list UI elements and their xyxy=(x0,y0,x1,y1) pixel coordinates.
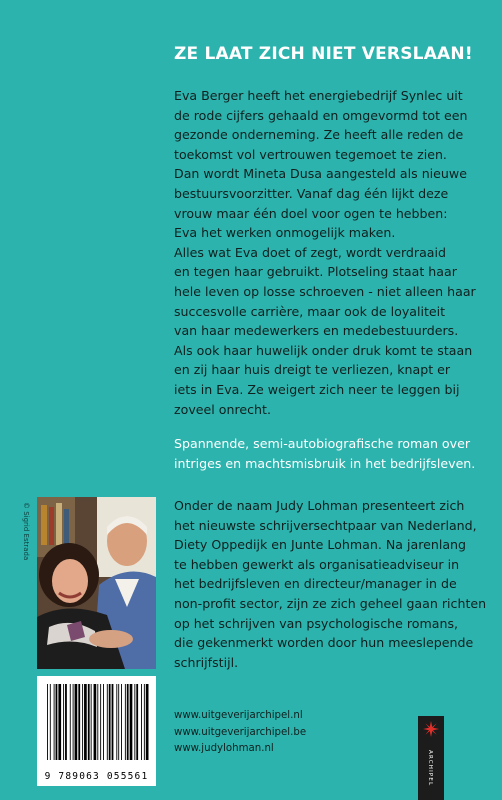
author-bio xyxy=(174,496,492,672)
barcode-bars xyxy=(37,676,156,768)
blurb-line: succesvolle carrière, maar ook de loyaliteit xyxy=(174,303,446,319)
blurb-line: Eva Berger heeft het energiebedrijf Synlec uit xyxy=(174,88,463,103)
blurb-line: Als ook haar huwelijk onder druk komt te staan xyxy=(174,342,473,358)
author-bio-line: non-profit sector, zijn ze zich geheel gaan richten xyxy=(174,595,487,611)
blurb-line: vrouw maar één doel voor ogen te hebben: xyxy=(174,205,448,221)
author-bio-line: Onder de naam Judy Lohman presenteert zich xyxy=(174,498,465,513)
publisher-name: ARCHIPEL xyxy=(427,750,433,787)
photo-credit: © Sigrid Estrada xyxy=(22,502,30,561)
blurb-line: zoveel onrecht. xyxy=(174,401,271,417)
blurb-line: hele leven op losse schroeven - niet alleen haar xyxy=(174,283,476,299)
author-photo xyxy=(37,497,156,669)
isbn-barcode xyxy=(37,676,156,786)
blurb-line: Dan wordt Mineta Dusa aangesteld als nieuwe xyxy=(174,166,467,182)
back-cover-headline: ZE LAAT ZICH NIET VERSLAAN! xyxy=(174,44,473,64)
author-bio-line: die gekenmerkt worden door hun meeslepende xyxy=(174,635,474,651)
blurb-line: van haar medewerkers en medebestuurders. xyxy=(174,323,459,339)
tagline-line: Spannende, semi-autobiografische roman over xyxy=(174,436,471,451)
blurb-line: en tegen haar gebruikt. Plotseling staat haar xyxy=(174,264,457,280)
blurb-line: Alles wat Eva doet of zegt, wordt verdraaid xyxy=(174,244,446,260)
isbn-number: 9 789063 055561 xyxy=(44,771,149,782)
blurb-line: iets in Eva. Ze weigert zich neer te leggen bij xyxy=(174,381,460,397)
genre-tagline xyxy=(174,434,492,473)
blurb-line: gezonde onderneming. Ze heeft alle reden de xyxy=(174,127,464,143)
star-icon xyxy=(423,721,439,737)
author-bio-line: Diety Oppedijk en Junte Lohman. Na jarenlang xyxy=(174,537,467,553)
blurb-line: Eva het werken onmogelijk maken. xyxy=(174,225,396,241)
website-link: www.uitgeverijarchipel.nl xyxy=(174,710,303,721)
blurb-line: de rode cijfers gehaald en omgevormd tot een xyxy=(174,107,468,123)
blurb-line: en zij haar huis dreigt te verliezen, knapt er xyxy=(174,362,451,378)
publisher-logo xyxy=(418,716,444,800)
author-bio-line: te hebben gewerkt als organisatieadviseur in xyxy=(174,556,460,572)
author-bio-line: schrijfstijl. xyxy=(174,654,239,670)
author-bio-line: het bedrijfsleven en directeur/manager in de xyxy=(174,576,457,592)
story-blurb xyxy=(174,86,492,419)
website-links xyxy=(174,708,306,758)
author-photo-illustration xyxy=(37,497,156,669)
website-link: www.uitgeverijarchipel.be xyxy=(174,726,307,738)
website-link: www.judylohman.nl xyxy=(174,743,274,754)
blurb-line: bestuursvoorzitter. Vanaf dag één lijkt deze xyxy=(174,185,449,201)
blurb-line: toekomst vol vertrouwen tegemoet te zien. xyxy=(174,146,447,162)
tagline-line: intriges en machtsmisbruik in het bedrijfsleven. xyxy=(174,455,476,471)
author-bio-line: op het schrijven van psychologische romans, xyxy=(174,615,459,631)
author-bio-line: het nieuwste schrijversechtpaar van Nederland, xyxy=(174,517,477,533)
